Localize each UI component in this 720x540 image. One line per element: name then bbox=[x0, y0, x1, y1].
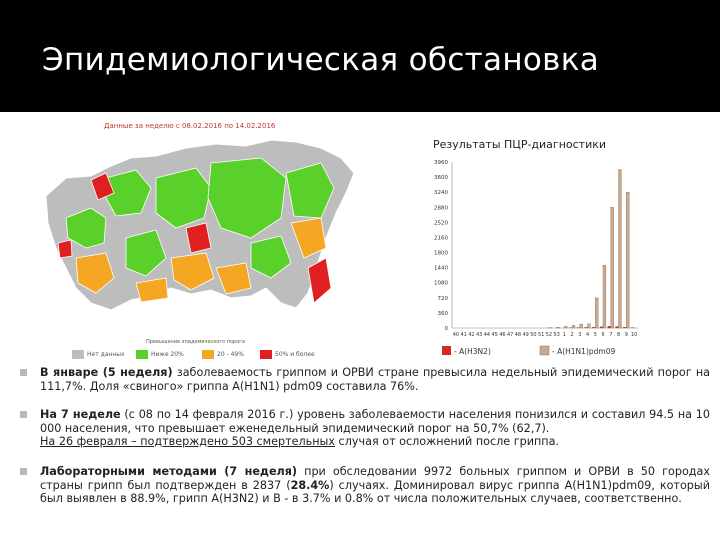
bar-h1n1-53 bbox=[556, 327, 559, 328]
russia-map bbox=[36, 118, 366, 348]
bullet-text bbox=[40, 366, 710, 393]
legend-item bbox=[260, 350, 315, 359]
y-tick-label: 1440 bbox=[434, 265, 448, 272]
x-tick-label: 5 bbox=[593, 332, 597, 338]
bar-h1n1-5 bbox=[595, 298, 598, 328]
x-tick-label: 47 bbox=[506, 332, 514, 338]
legend-label: 50% и более bbox=[275, 351, 315, 358]
bar-h1n1-6 bbox=[603, 265, 606, 328]
bullet-marker bbox=[20, 411, 27, 418]
bullet-bold: Лабораторными методами (7 неделя) bbox=[40, 465, 298, 478]
x-tick-label: 9 bbox=[624, 332, 628, 338]
page-title: Эпидемиологическая обстановка bbox=[42, 42, 600, 78]
y-tick-label: 3600 bbox=[434, 175, 448, 182]
bar-h1n1-2 bbox=[572, 325, 575, 328]
bullet-underlined: На 26 февраля – подтверждено 503 смертельных bbox=[40, 435, 335, 448]
bullet-body: ) случаях. Доминировал вирус гриппа A(H1N1)pdm09, который был выявлен в 88.9%, грипп А(H3N2) и В - в 3.7% и 0.8% от числа положительных случаев, соответственно. bbox=[40, 478, 710, 505]
legend-item bbox=[136, 350, 184, 359]
bar-h1n1-1 bbox=[564, 326, 567, 328]
x-tick-label: 43 bbox=[475, 332, 483, 338]
bar-h3n2-7 bbox=[608, 326, 611, 328]
x-tick-label: 41 bbox=[460, 332, 467, 338]
y-tick-label: 720 bbox=[437, 295, 448, 302]
legend-item bbox=[72, 350, 125, 359]
bullet-body: случая от осложнений после гриппа. bbox=[335, 435, 560, 448]
bar-h3n2-6 bbox=[600, 327, 603, 328]
legend-swatch-orange bbox=[202, 350, 214, 359]
x-tick-label: 10 bbox=[630, 332, 638, 338]
legend-label: Ниже 20% bbox=[151, 351, 184, 358]
map-threshold-note: Превышение эпидемического порога bbox=[146, 339, 245, 345]
bullet-text bbox=[40, 465, 710, 506]
legend-swatch-green bbox=[136, 350, 148, 359]
map-region-red-4 bbox=[58, 240, 72, 258]
x-tick-label: 6 bbox=[601, 332, 605, 338]
x-tick-label: 3 bbox=[578, 332, 582, 338]
map-caption: Данные за неделю с 08.02.2016 по 14.02.2016 bbox=[104, 122, 276, 130]
y-tick-label: 1800 bbox=[434, 250, 448, 257]
x-tick-label: 48 bbox=[514, 332, 522, 338]
x-tick-label: 8 bbox=[617, 332, 621, 338]
bar-h3n2-9 bbox=[623, 327, 626, 328]
x-tick-label: 53 bbox=[553, 332, 560, 338]
bar-h1n1-3 bbox=[580, 324, 583, 328]
legend-item bbox=[202, 350, 244, 359]
chart-title: Результаты ПЦР-диагностики bbox=[433, 138, 607, 151]
bullet-body: заболеваемость гриппом и ОРВИ стране превысила недельный эпидемический порог на 111,7%. Доля «свиного» гриппа А(H1N1) pdm09 составила 76%. bbox=[40, 366, 710, 393]
bullet-bold: На 7 неделе bbox=[40, 408, 121, 421]
legend-swatch-red bbox=[260, 350, 272, 359]
legend-label-h1n1: - A(H1N1)pdm09 bbox=[552, 347, 616, 356]
bullet-bold: 28.4% bbox=[290, 478, 330, 492]
russia-map-panel bbox=[36, 118, 366, 366]
x-tick-label: 44 bbox=[483, 332, 491, 338]
x-tick-label: 50 bbox=[530, 332, 537, 338]
bar-h3n2-4 bbox=[585, 327, 588, 328]
legend-swatch-gray bbox=[72, 350, 84, 359]
bullet-marker bbox=[20, 468, 27, 475]
x-tick-label: 49 bbox=[522, 332, 529, 338]
y-tick-label: 2160 bbox=[434, 235, 448, 242]
y-tick-label: 360 bbox=[437, 310, 448, 317]
x-tick-label: 42 bbox=[468, 332, 475, 338]
bar-h1n1-4 bbox=[587, 324, 590, 328]
x-tick-label: 46 bbox=[499, 332, 506, 338]
x-tick-label: 7 bbox=[609, 332, 613, 338]
bar-h3n2-5 bbox=[592, 327, 595, 328]
bar-h1n1-9 bbox=[626, 192, 629, 328]
legend-swatch-h1n1 bbox=[540, 346, 549, 355]
pcr-bar-chart bbox=[418, 152, 648, 360]
x-tick-label: 1 bbox=[562, 332, 566, 338]
bar-h1n1-7 bbox=[611, 207, 614, 328]
bar-h1n1-8 bbox=[618, 170, 621, 328]
y-tick-label: 0 bbox=[444, 326, 448, 332]
bullet-marker bbox=[20, 369, 27, 376]
y-tick-label: 3240 bbox=[434, 190, 448, 197]
bullet-body: при обследовании 9972 больных гриппом и ОРВИ в 50 городах страны грипп был подтвержден в 2837 ( bbox=[40, 465, 711, 492]
y-tick-label: 3960 bbox=[434, 160, 448, 166]
x-tick-label: 2 bbox=[570, 332, 574, 338]
legend-label: 20 - 49% bbox=[217, 351, 244, 358]
bullet-bold: В январе (5 неделя) bbox=[40, 366, 173, 379]
x-tick-label: 51 bbox=[537, 332, 545, 338]
x-tick-label: 52 bbox=[545, 332, 553, 338]
legend-label-h3n2: - A(H3N2) bbox=[454, 347, 491, 356]
y-tick-label: 2520 bbox=[434, 220, 448, 227]
bullet-text bbox=[40, 408, 710, 449]
legend-label: Нет данных bbox=[87, 351, 125, 358]
y-tick-label: 1080 bbox=[434, 280, 448, 287]
legend-swatch-h3n2 bbox=[442, 346, 451, 355]
y-tick-label: 2880 bbox=[434, 205, 448, 212]
bar-h3n2-8 bbox=[616, 327, 619, 328]
x-tick-label: 45 bbox=[491, 332, 498, 338]
x-tick-label: 40 bbox=[452, 332, 460, 338]
x-tick-label: 4 bbox=[586, 332, 590, 338]
bullet-body: (с 08 по 14 февраля 2016 г.) уровень заболеваемости населения понизился и составил 94.5 на 10 000 населения, что превышает еженедельный эпидемический порог на 50,7% (62,7). bbox=[40, 408, 710, 435]
header-bar bbox=[0, 0, 720, 112]
map-region-red-2 bbox=[186, 223, 211, 253]
